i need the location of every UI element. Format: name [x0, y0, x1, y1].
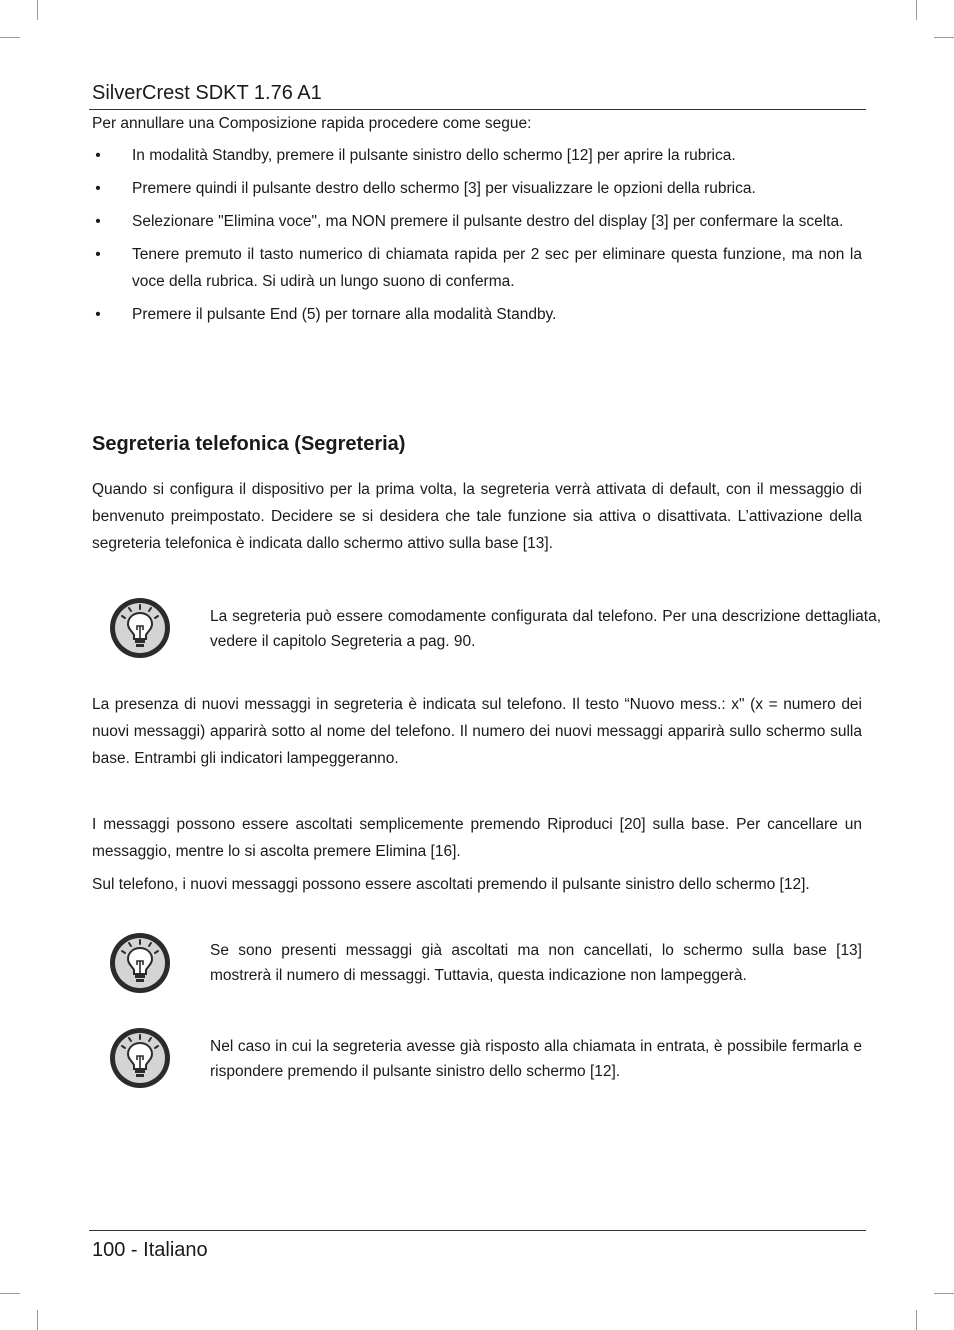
- bullet-icon: •: [95, 180, 101, 197]
- list-item-text: Selezionare "Elimina voce", ma NON premere il pulsante destro del display [3] per confermare la scelta.: [132, 213, 844, 230]
- tip-configure-from-phone: La segreteria può essere comodamente configurata dal telefono. Per una descrizione dettagliata, vedere il capitolo Segreteria a pag. 90.: [210, 608, 881, 650]
- lightbulb-icon: [108, 931, 172, 995]
- crop-mark: [934, 37, 954, 38]
- tip-listened-messages: Se sono presenti messaggi già ascoltati ma non cancellati, lo schermo sulla base [13] mostrerà il numero di messaggi. Tuttavia, questa indicazione non lampeggerà.: [210, 942, 862, 984]
- list-item-text: Premere il pulsante End (5) per tornare alla modalità Standby.: [132, 306, 557, 323]
- footer-rule: [89, 1230, 866, 1231]
- list-item: [92, 142, 862, 169]
- crop-mark: [0, 37, 20, 38]
- list-item: [92, 301, 862, 328]
- bullet-icon: •: [95, 306, 101, 323]
- bullet-icon: •: [95, 213, 101, 230]
- paragraph-phone-listen: Sul telefono, i nuovi messaggi possono essere ascoltati premendo il pulsante sinistro dello schermo [12].: [92, 876, 810, 893]
- bullet-icon: •: [95, 246, 101, 263]
- crop-mark: [916, 1310, 917, 1330]
- list-item: [92, 241, 862, 295]
- page-header-title: SilverCrest SDKT 1.76 A1: [92, 82, 322, 104]
- list-item-text: Tenere premuto il tasto numerico di chiamata rapida per 2 sec per eliminare questa funzione, ma non la voce della rubrica. Si udirà un lungo suono di conferma.: [132, 246, 862, 290]
- paragraph-play-messages: I messaggi possono essere ascoltati semplicemente premendo Riproduci [20] sulla base. Per cancellare un messaggio, mentre lo si ascolta premere Elimina [16].: [92, 816, 862, 860]
- page-footer: 100 - Italiano: [92, 1239, 208, 1261]
- crop-mark: [934, 1293, 954, 1294]
- lightbulb-icon: [108, 596, 172, 660]
- list-item-text: In modalità Standby, premere il pulsante sinistro dello schermo [12] per aprire la rubrica.: [132, 147, 736, 164]
- crop-mark: [916, 0, 917, 20]
- list-item-text: Premere quindi il pulsante destro dello schermo [3] per visualizzare le opzioni della rubrica.: [132, 180, 756, 197]
- section-heading: Segreteria telefonica (Segreteria): [92, 433, 406, 455]
- bullet-list: [92, 142, 862, 334]
- crop-mark: [37, 0, 38, 20]
- paragraph-default-activation: Quando si configura il dispositivo per la prima volta, la segreteria verrà attivata di default, con il messaggio di benvenuto preimpostato. Decidere se si desidera che tale funzione sia attiva o disattivata. L’attivazione della segreteria telefonica è indicata dallo schermo attivo sulla base [13].: [92, 481, 862, 552]
- crop-mark: [0, 1293, 20, 1294]
- intro-text: Per annullare una Composizione rapida procedere come segue:: [92, 115, 532, 132]
- crop-mark: [37, 1310, 38, 1330]
- bullet-icon: •: [95, 147, 101, 164]
- list-item: [92, 175, 862, 202]
- tip-answer-during-machine: Nel caso in cui la segreteria avesse già risposto alla chiamata in entrata, è possibile fermarla e rispondere premendo il pulsante sinistro dello schermo [12].: [210, 1038, 862, 1080]
- lightbulb-icon: [108, 1026, 172, 1090]
- paragraph-new-messages: La presenza di nuovi messaggi in segreteria è indicata sul telefono. Il testo “Nuovo mess.: x" (x = numero dei nuovi messaggi) apparirà sotto al nome del telefono. Il numero dei nuovi messaggi apparirà sullo schermo sulla base. Entrambi gli indicatori lampeggeranno.: [92, 696, 862, 767]
- list-item: [92, 208, 862, 235]
